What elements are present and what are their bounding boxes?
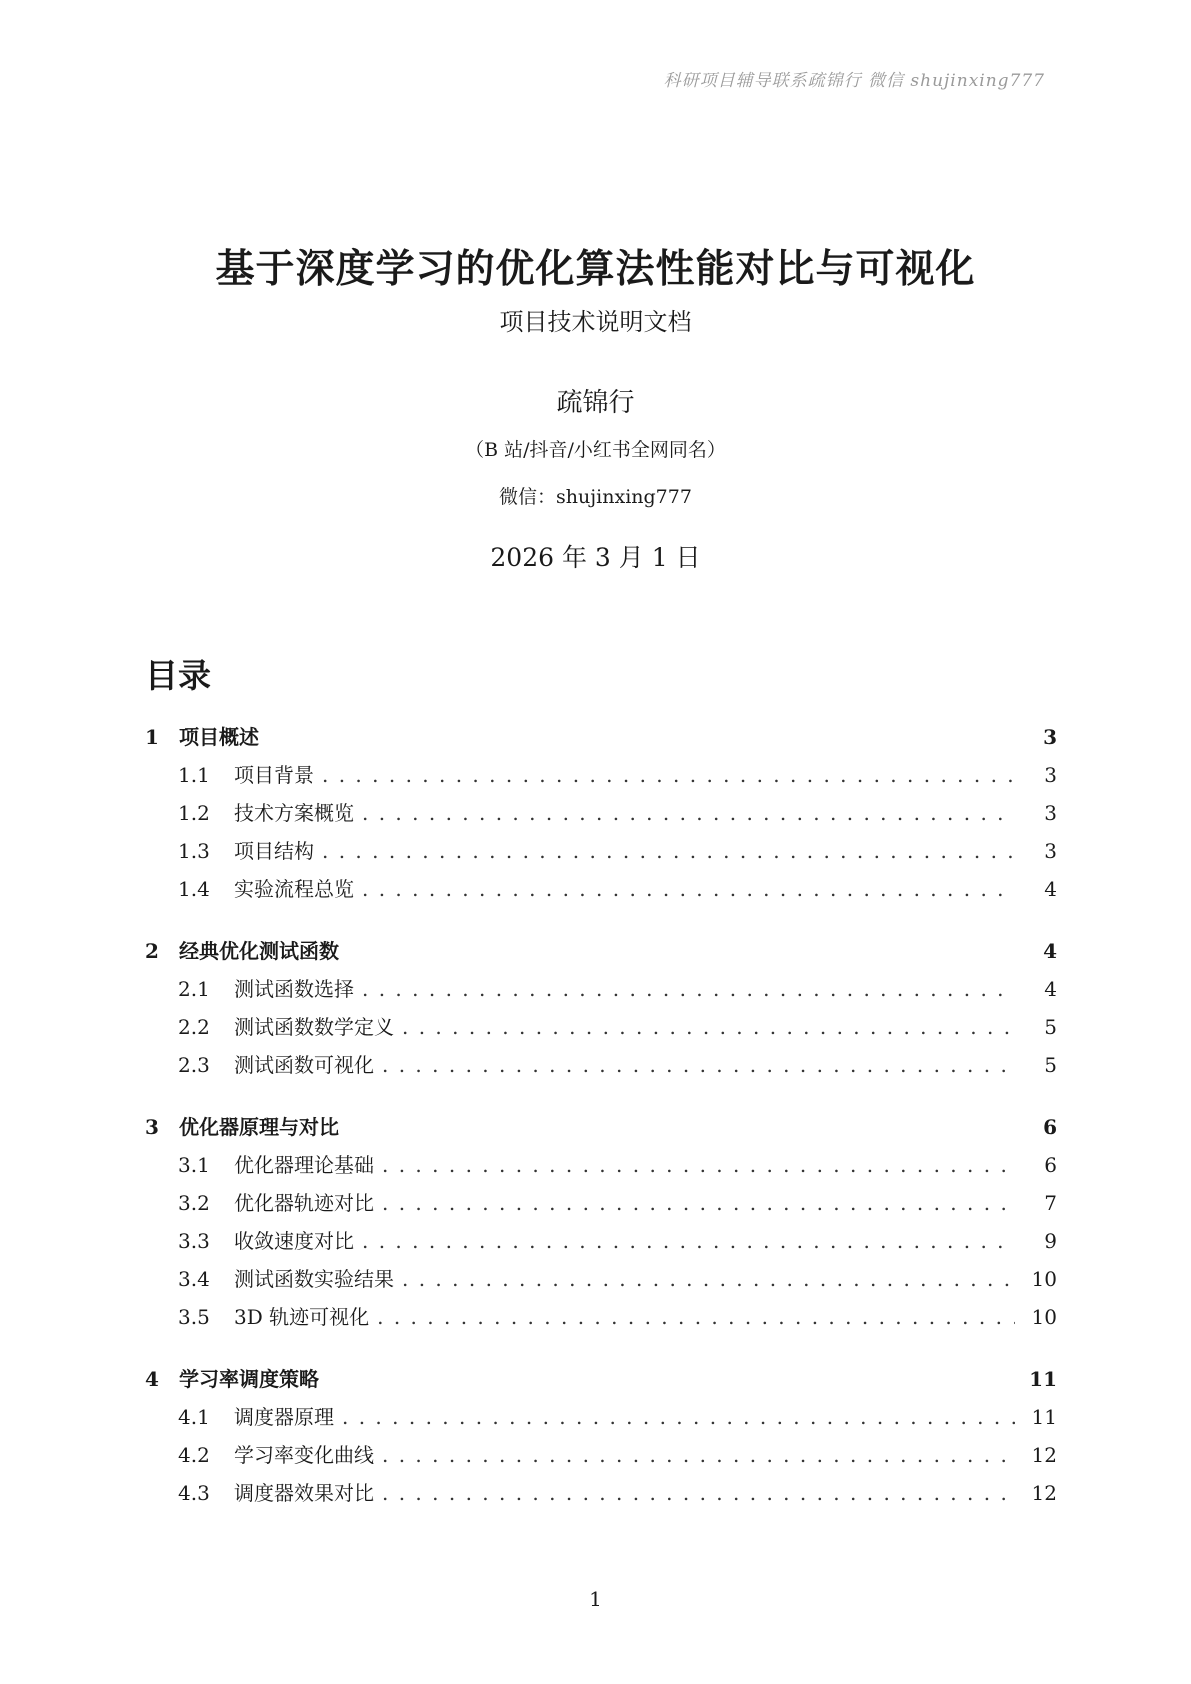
toc-entry-page: 9	[1044, 1229, 1057, 1253]
toc-entry-page: 3	[1044, 801, 1057, 825]
toc-entry-number: 1.3	[178, 839, 210, 863]
toc-entry-subsection[interactable]	[145, 1146, 1057, 1184]
toc-dot-leader	[322, 832, 1015, 870]
toc-entry-label: 3D 轨迹可视化	[234, 1305, 370, 1329]
toc-entry-label: 收敛速度对比	[234, 1229, 354, 1253]
toc-entry-subsection[interactable]	[145, 1398, 1057, 1436]
toc-entry-label: 优化器原理与对比	[179, 1115, 339, 1139]
toc-entry-label: 项目结构	[234, 839, 314, 863]
toc-entry-number: 4	[145, 1367, 159, 1391]
toc-entry-subsection[interactable]	[145, 1184, 1057, 1222]
toc-entry-subsection[interactable]	[145, 1260, 1057, 1298]
toc-entry-number: 4.3	[178, 1481, 210, 1505]
toc-entry-page: 10	[1031, 1305, 1057, 1329]
toc-dot-leader	[362, 970, 1015, 1008]
toc-entry-section-2[interactable]	[145, 932, 1057, 970]
toc-dot-leader	[382, 1474, 1015, 1512]
toc-entry-page: 4	[1044, 977, 1057, 1001]
toc-dot-leader	[402, 1008, 1015, 1046]
toc-section	[145, 1360, 1057, 1512]
toc-entry-page: 11	[1029, 1367, 1057, 1391]
toc-entry-section-4[interactable]	[145, 1360, 1057, 1398]
toc-entry-page: 6	[1044, 1153, 1057, 1177]
toc-dot-leader	[382, 1436, 1015, 1474]
toc-entry-number: 3.2	[178, 1191, 210, 1215]
toc-entry-subsection[interactable]	[145, 794, 1057, 832]
toc-dot-leader	[402, 1260, 1015, 1298]
toc-entry-label: 实验流程总览	[234, 877, 354, 901]
toc-entry-subsection[interactable]	[145, 1474, 1057, 1512]
toc-dot-leader	[362, 870, 1015, 908]
toc-entry-section-1[interactable]	[145, 718, 1057, 756]
toc-entry-number: 3.4	[178, 1267, 210, 1291]
toc-section	[145, 718, 1057, 908]
toc-entry-number: 1	[145, 725, 159, 749]
toc-entry-subsection[interactable]	[145, 1436, 1057, 1474]
toc-entry-number: 1.4	[178, 877, 210, 901]
toc-dot-leader	[382, 1184, 1015, 1222]
author-name: 疏锦行	[556, 388, 635, 418]
toc-entry-subsection[interactable]	[145, 1046, 1057, 1084]
toc-entry-label: 学习率调度策略	[179, 1367, 319, 1391]
toc-entry-label: 项目概述	[179, 725, 259, 749]
toc-entry-page: 12	[1031, 1481, 1057, 1505]
toc-entry-number: 3.5	[178, 1305, 210, 1329]
toc-entry-label: 项目背景	[234, 763, 314, 787]
document-title: 基于深度学习的优化算法性能对比与可视化	[215, 246, 976, 292]
toc-section	[145, 1108, 1057, 1336]
toc-dot-leader	[342, 1398, 1015, 1436]
toc-heading: 目录	[145, 656, 211, 695]
toc-entry-subsection[interactable]	[145, 1298, 1057, 1336]
toc-entry-number: 2.1	[178, 977, 210, 1001]
toc-entry-label: 测试函数选择	[234, 977, 354, 1001]
toc-entry-page: 6	[1043, 1115, 1057, 1139]
toc-dot-leader	[322, 756, 1015, 794]
toc-entry-number: 3.3	[178, 1229, 210, 1253]
toc-dot-leader	[382, 1046, 1015, 1084]
header-note: 科研项目辅导联系疏锦行 微信 shujinxing777	[663, 71, 1045, 91]
toc-entry-page: 5	[1044, 1015, 1057, 1039]
toc-entry-page: 7	[1044, 1191, 1057, 1215]
toc-entry-page: 4	[1043, 939, 1057, 963]
toc-entry-page: 3	[1043, 725, 1057, 749]
toc-entry-number: 2	[145, 939, 159, 963]
toc-entry-page: 12	[1031, 1443, 1057, 1467]
toc-entry-number: 2.2	[178, 1015, 210, 1039]
toc-entry-subsection[interactable]	[145, 870, 1057, 908]
toc-entry-label: 测试函数实验结果	[234, 1267, 394, 1291]
document-subtitle: 项目技术说明文档	[499, 308, 692, 336]
document-date: 2026 年 3 月 1 日	[490, 543, 701, 572]
toc-entry-subsection[interactable]	[145, 970, 1057, 1008]
toc-entry-label: 经典优化测试函数	[179, 939, 339, 963]
toc-entry-page: 3	[1044, 763, 1057, 787]
toc-entry-label: 优化器理论基础	[234, 1153, 374, 1177]
toc-section	[145, 932, 1057, 1084]
table-of-contents	[145, 718, 1057, 1536]
toc-entry-page: 5	[1044, 1053, 1057, 1077]
toc-entry-page: 11	[1031, 1405, 1057, 1429]
toc-entry-label: 测试函数数学定义	[234, 1015, 394, 1039]
toc-entry-label: 学习率变化曲线	[234, 1443, 374, 1467]
toc-dot-leader	[382, 1146, 1015, 1184]
toc-dot-leader	[362, 1222, 1015, 1260]
toc-entry-number: 1.1	[178, 763, 210, 787]
toc-entry-label: 测试函数可视化	[234, 1053, 374, 1077]
toc-entry-section-3[interactable]	[145, 1108, 1057, 1146]
toc-entry-label: 调度器效果对比	[234, 1481, 374, 1505]
toc-entry-page: 3	[1044, 839, 1057, 863]
toc-entry-number: 3	[145, 1115, 159, 1139]
toc-entry-number: 3.1	[178, 1153, 210, 1177]
toc-entry-subsection[interactable]	[145, 1008, 1057, 1046]
toc-entry-subsection[interactable]	[145, 1222, 1057, 1260]
toc-entry-label: 调度器原理	[234, 1405, 334, 1429]
toc-entry-page: 4	[1044, 877, 1057, 901]
toc-entry-label: 优化器轨迹对比	[234, 1191, 374, 1215]
toc-entry-subsection[interactable]	[145, 832, 1057, 870]
toc-entry-number: 1.2	[178, 801, 210, 825]
page-number: 1	[589, 1587, 602, 1611]
toc-entry-page: 10	[1031, 1267, 1057, 1291]
toc-entry-number: 4.1	[178, 1405, 210, 1429]
toc-entry-number: 2.3	[178, 1053, 210, 1077]
toc-entry-subsection[interactable]	[145, 756, 1057, 794]
author-affiliation: （B 站/抖音/小红书全网同名）	[465, 439, 726, 461]
toc-dot-leader	[377, 1298, 1015, 1336]
toc-entry-number: 4.2	[178, 1443, 210, 1467]
toc-entry-label: 技术方案概览	[234, 801, 354, 825]
author-wechat: 微信：shujinxing777	[499, 486, 692, 508]
toc-dot-leader	[362, 794, 1015, 832]
